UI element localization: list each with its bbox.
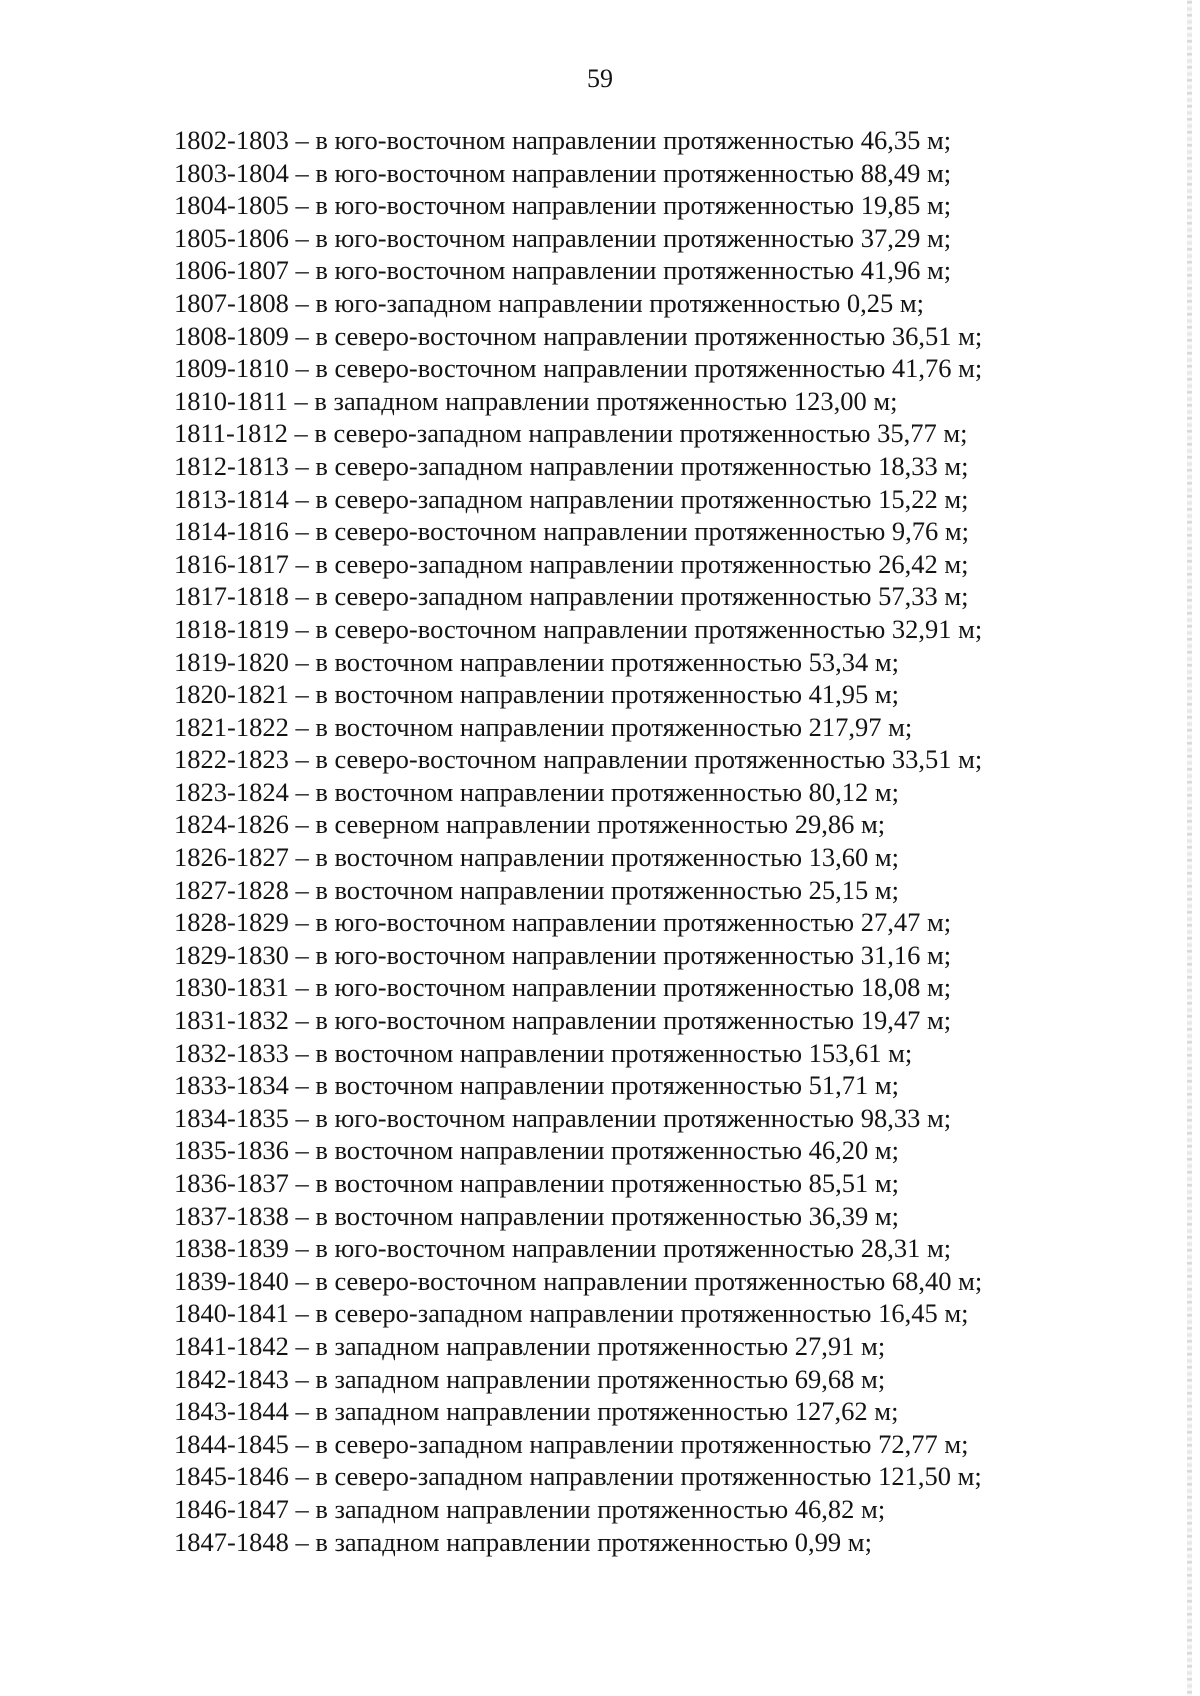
boundary-segment-line: 1805-1806 – в юго-восточном направлении протяженностью 37,29 м;: [174, 222, 952, 253]
boundary-segment-line: 1839-1840 – в северо-восточном направлении протяженностью 68,40 м;: [174, 1265, 983, 1296]
boundary-segment-line: 1803-1804 – в юго-восточном направлении протяженностью 88,49 м;: [174, 157, 952, 188]
boundary-segment-line: 1842-1843 – в западном направлении протяженностью 69,68 м;: [174, 1363, 886, 1394]
boundary-segment-line: 1846-1847 – в западном направлении протяженностью 46,82 м;: [174, 1493, 886, 1524]
boundary-segment-line: 1802-1803 – в юго-восточном направлении протяженностью 46,35 м;: [174, 125, 952, 155]
boundary-segment-line: 1843-1844 – в западном направлении протяженностью 127,62 м;: [174, 1396, 899, 1427]
boundary-segment-line: 1807-1808 – в юго-западном направлении протяженностью 0,25 м;: [174, 287, 925, 318]
boundary-segment-line: 1821-1822 – в восточном направлении протяженностью 217,97 м;: [174, 711, 913, 742]
boundary-segment-line: 1844-1845 – в северо-западном направлении протяженностью 72,77 м;: [174, 1428, 969, 1459]
boundary-segment-line: 1823-1824 – в восточном направлении протяженностью 80,12 м;: [174, 776, 899, 807]
boundary-segment-line: 1822-1823 – в северо-восточном направлении протяженностью 33,51 м;: [174, 744, 983, 775]
boundary-segment-line: 1806-1807 – в юго-восточном направлении протяженностью 41,96 м;: [174, 255, 952, 286]
boundary-segment-line: 1827-1828 – в восточном направлении протяженностью 25,15 м;: [174, 874, 899, 905]
boundary-segment-line: 1841-1842 – в западном направлении протяженностью 27,91 м;: [174, 1330, 886, 1361]
boundary-segment-line: 1838-1839 – в юго-восточном направлении протяженностью 28,31 м;: [174, 1233, 952, 1264]
boundary-segment-line: 1814-1816 – в северо-восточном направлении протяженностью 9,76 м;: [174, 516, 970, 547]
boundary-segment-line: 1833-1834 – в восточном направлении протяженностью 51,71 м;: [174, 1070, 899, 1101]
boundary-segment-list: [174, 124, 1094, 1558]
boundary-segment-line: 1820-1821 – в восточном направлении протяженностью 41,95 м;: [174, 679, 899, 710]
scan-edge-artifact: [1187, 0, 1192, 1696]
boundary-segment-line: 1828-1829 – в юго-восточном направлении протяженностью 27,47 м;: [174, 907, 952, 938]
boundary-segment-line: 1837-1838 – в восточном направлении протяженностью 36,39 м;: [174, 1200, 899, 1231]
boundary-segment-line: 1836-1837 – в восточном направлении протяженностью 85,51 м;: [174, 1168, 899, 1198]
boundary-segment-line: 1845-1846 – в северо-западном направлении протяженностью 121,50 м;: [174, 1461, 982, 1492]
page-number: 59: [587, 64, 613, 93]
boundary-segment-line: 1810-1811 – в западном направлении протяженностью 123,00 м;: [174, 385, 898, 416]
boundary-segment-line: 1830-1831 – в юго-восточном направлении протяженностью 18,08 м;: [174, 972, 952, 1003]
boundary-segment-line: 1813-1814 – в северо-западном направлении протяженностью 15,22 м;: [174, 483, 969, 514]
boundary-segment-line: 1819-1820 – в восточном направлении протяженностью 53,34 м;: [174, 646, 899, 677]
boundary-segment-line: 1824-1826 – в северном направлении протяженностью 29,86 м;: [174, 809, 886, 840]
boundary-segment-line: 1804-1805 – в юго-восточном направлении протяженностью 19,85 м;: [174, 190, 952, 221]
boundary-segment-line: 1817-1818 – в северо-западном направлении протяженностью 57,33 м;: [174, 581, 969, 612]
boundary-segment-line: 1834-1835 – в юго-восточном направлении протяженностью 98,33 м;: [174, 1102, 952, 1133]
boundary-segment-line: 1818-1819 – в северо-восточном направлении протяженностью 32,91 м;: [174, 613, 983, 644]
boundary-segment-line: 1809-1810 – в северо-восточном направлении протяженностью 41,76 м;: [174, 353, 983, 384]
boundary-segment-line: 1831-1832 – в юго-восточном направлении протяженностью 19,47 м;: [174, 1005, 952, 1036]
boundary-segment-line: 1812-1813 – в северо-западном направлении протяженностью 18,33 м;: [174, 450, 969, 481]
boundary-segment-line: 1835-1836 – в восточном направлении протяженностью 46,20 м;: [174, 1135, 899, 1166]
boundary-segment-line: 1811-1812 – в северо-западном направлении протяженностью 35,77 м;: [174, 418, 968, 449]
boundary-segment-line: 1829-1830 – в юго-восточном направлении протяженностью 31,16 м;: [174, 939, 952, 970]
boundary-segment-line: 1832-1833 – в восточном направлении протяженностью 153,61 м;: [174, 1037, 913, 1068]
boundary-segment-line: 1808-1809 – в северо-восточном направлении протяженностью 36,51 м;: [174, 320, 983, 351]
boundary-segment-line: 1816-1817 – в северо-западном направлении протяженностью 26,42 м;: [174, 548, 969, 579]
boundary-segment-line: 1847-1848 – в западном направлении протяженностью 0,99 м;: [174, 1526, 872, 1557]
boundary-segment-line: 1826-1827 – в восточном направлении протяженностью 13,60 м;: [174, 842, 899, 873]
boundary-segment-line: 1840-1841 – в северо-западном направлении протяженностью 16,45 м;: [174, 1298, 969, 1329]
